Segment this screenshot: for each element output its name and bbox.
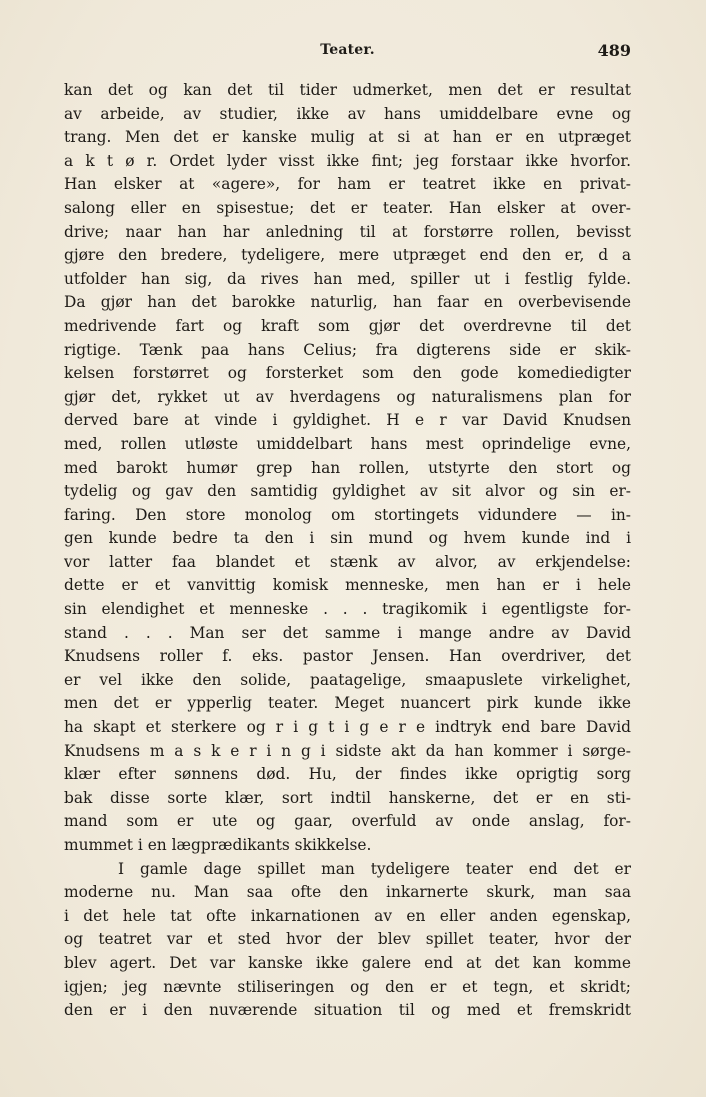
text-line: moderne nu. Man saa ofte den inkarnerte skurk, man saa xyxy=(64,883,631,902)
text-line: klær efter sønnens død. Hu, der findes ikke oprigtig sorg xyxy=(64,765,631,784)
text-line: gjør det, rykket ut av hverdagens og naturalismens plan for xyxy=(64,387,631,406)
paragraph-end-line: mummet i en lægprædikants skikkelse. xyxy=(64,836,372,854)
text-line: av arbeide, av studier, ikke av hans umiddelbare evne og xyxy=(64,104,631,123)
text-line: mand som er ute og gaar, overfuld av onde anslag, for- xyxy=(64,812,631,831)
text-line: a k t ø r. Ordet lyder visst ikke fint; jeg forstaar ikke hvorfor. xyxy=(64,151,631,170)
text-line: salong eller en spisestue; det er teater. Han elsker at over- xyxy=(64,198,631,217)
text-line: sin elendighet et menneske . . . tragikomik i egentligste for- xyxy=(64,600,631,619)
text-line: den er i den nuværende situation til og med et fremskridt xyxy=(64,1001,631,1020)
text-line: faring. Den store monolog om stortingets vidundere — in- xyxy=(64,505,631,524)
text-line: bak disse sorte klær, sort indtil hanskerne, det er en sti- xyxy=(64,788,631,807)
running-head-title: Teater. xyxy=(320,42,375,58)
text-line: men det er ypperlig teater. Meget nuancert pirk kunde ikke xyxy=(64,694,631,713)
text-line: stand . . . Man ser det samme i mange andre av David xyxy=(64,623,631,642)
text-line: kan det og kan det til tider udmerket, men det er resultat xyxy=(64,81,631,99)
text-line: med barokt humør grep han rollen, utstyrte den stort og xyxy=(64,458,631,477)
text-line: tydelig og gav den samtidig gyldighet av sit alvor og sin er- xyxy=(64,482,631,501)
text-line: gen kunde bedre ta den i sin mund og hvem kunde ind i xyxy=(64,529,631,548)
text-line: dette er et vanvittig komisk menneske, men han er i hele xyxy=(64,576,631,595)
text-line: utfolder han sig, da rives han med, spiller ut i festlig fylde. xyxy=(64,269,631,288)
text-line: trang. Men det er kanske mulig at si at han er en utpræget xyxy=(64,128,631,147)
text-line: ha skapt et sterkere og r i g t i g e r e indtryk end bare David xyxy=(64,718,631,737)
text-line: medrivende fart og kraft som gjør det overdrevne til det xyxy=(64,316,631,335)
text-line: Knudsens m a s k e r i n g i sidste akt da han kommer i sørge- xyxy=(64,741,631,760)
text-line: Han elsker at «agere», for ham er teatret ikke en privat- xyxy=(64,175,631,194)
body-text xyxy=(64,79,631,1023)
text-line: Knudsens roller f. eks. pastor Jensen. Han overdriver, det xyxy=(64,647,631,666)
text-line: igjen; jeg nævnte stiliseringen og den er et tegn, et skridt; xyxy=(64,977,631,996)
text-line: i det hele tat ofte inkarnationen av en eller anden egenskap, xyxy=(64,906,631,925)
text-line: kelsen forstørret og forsterket som den gode komediedigter xyxy=(64,364,631,383)
text-line: Da gjør han det barokke naturlig, han faar en overbevisende xyxy=(64,293,631,312)
text-line: derved bare at vinde i gyldighet. H e r var David Knudsen xyxy=(64,411,631,430)
text-line: vor latter faa blandet et stænk av alvor, av erkjendelse: xyxy=(64,552,631,571)
text-line: med, rollen utløste umiddelbart hans mest oprindelige evne, xyxy=(64,434,631,453)
text-line: er vel ikke den solide, paatagelige, smaapuslete virkelighet, xyxy=(64,670,631,689)
paragraph-start-line: I gamle dage spillet man tydeligere teater end det er xyxy=(118,859,631,878)
text-line: og teatret var et sted hvor der blev spillet teater, hvor der xyxy=(64,930,631,949)
text-line: gjøre den bredere, tydeligere, mere utpræget end den er, d a xyxy=(64,246,631,265)
text-line: blev agert. Det var kanske ikke galere end at det kan komme xyxy=(64,953,631,972)
text-line: rigtige. Tænk paa hans Celius; fra digterens side er skik- xyxy=(64,340,631,359)
running-head xyxy=(64,40,631,66)
text-line: drive; naar han har anledning til at forstørre rollen, bevisst xyxy=(64,222,631,241)
page-number: 489 xyxy=(597,41,631,60)
